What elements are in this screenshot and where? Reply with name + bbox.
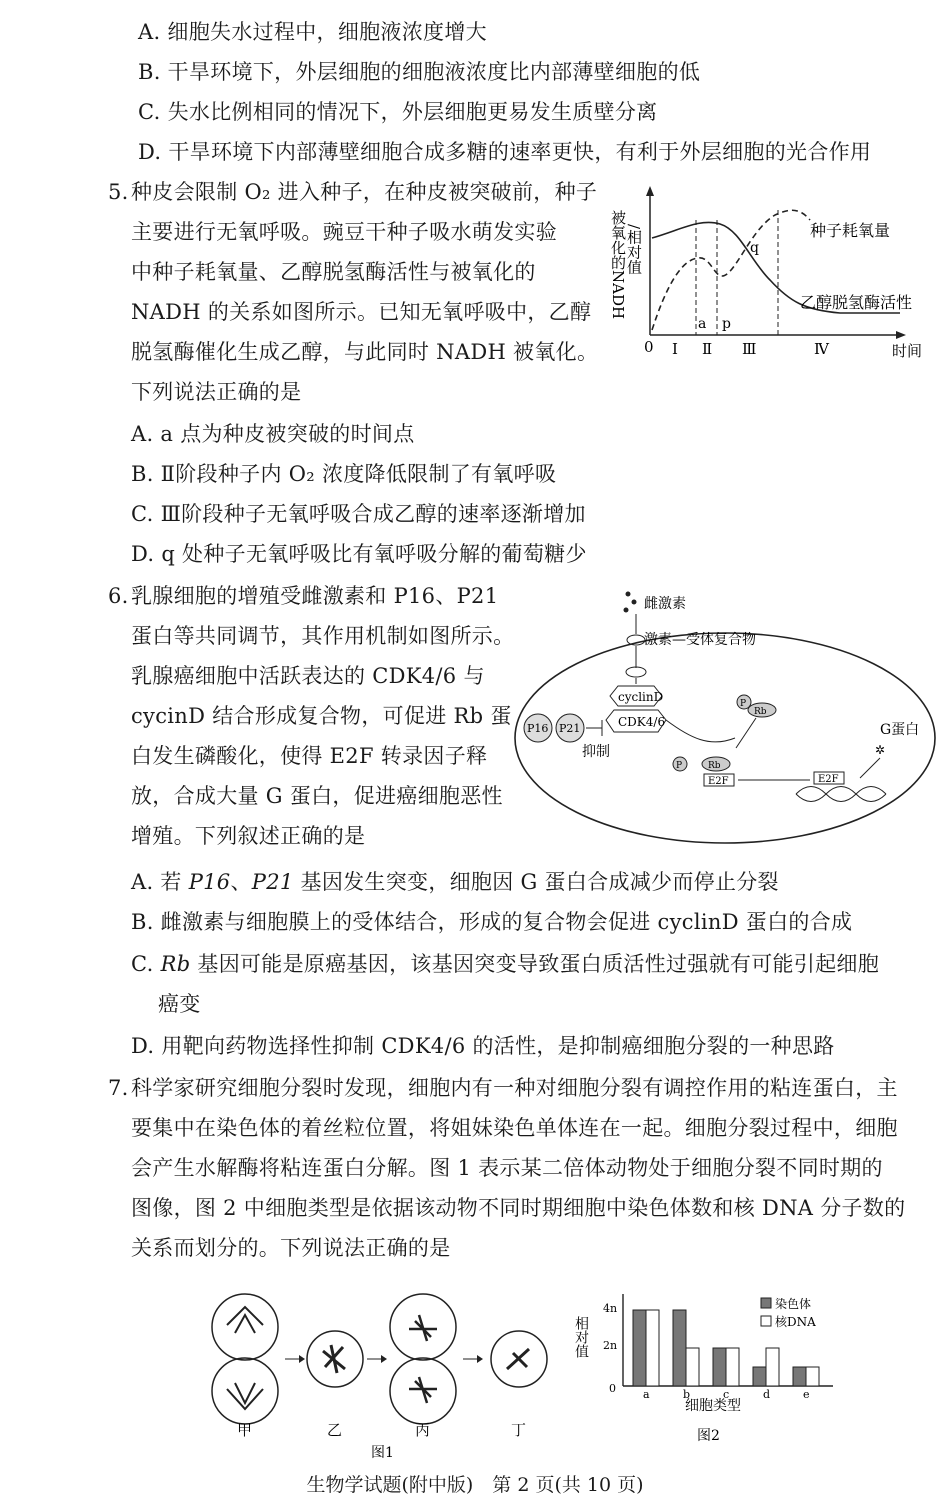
fig2-xlabel: 细胞类型 <box>685 1398 741 1414</box>
stage-2: Ⅱ <box>702 340 713 358</box>
bar-chromosome-a <box>633 1310 646 1386</box>
jia-chromosomes-bottom <box>227 1383 263 1409</box>
point-q-label: q <box>750 240 759 256</box>
series-label-oxygen: 种子耗氧量 <box>810 221 891 240</box>
fig2-category-c: c <box>723 1388 730 1401</box>
estrogen-dot <box>632 600 637 605</box>
q6-option-d: D. 用靶向药物选择性抑制 CDK4/6 的活性，是抑制癌细胞分裂的一种思路 <box>131 1034 835 1058</box>
legend-chromosome: 染色体 <box>775 1297 812 1311</box>
q6-option-a-rest: 基因发生突变，细胞因 G 蛋白合成减少而停止分裂 <box>293 870 779 894</box>
g-protein-label: G蛋白 <box>880 722 920 738</box>
fig2-ytick-2n: 2n <box>603 1339 618 1352</box>
origin-label: 0 <box>644 338 654 356</box>
x-axis-arrow <box>896 331 906 339</box>
arrow-1-head <box>299 1355 305 1363</box>
bar-dna-b <box>686 1348 699 1386</box>
q6-line-4: cycinD 结合形成复合物，可促进 Rb 蛋 <box>131 704 512 728</box>
y-axis-arrow <box>646 186 654 196</box>
estrogen-label: 雌激素 <box>644 596 686 612</box>
cyclin-label: cyclinD <box>618 690 664 704</box>
q7-line-1: 科学家研究细胞分裂时发现，细胞内有一种对细胞分裂有调控作用的粘连蛋白，主 <box>131 1076 898 1100</box>
p21-label: P21 <box>559 722 581 735</box>
q6-line-2: 蛋白等共同调节，其作用机制如图所示。 <box>131 624 515 648</box>
q5-chart <box>610 180 940 365</box>
q5-option-c: C. Ⅲ阶段种子无氧呼吸合成乙醇的速率逐渐增加 <box>131 502 586 526</box>
page-footer: 生物学试题(附中版) 第 2 页(共 10 页) <box>306 1474 644 1496</box>
q7-line-2: 要集中在染色体的着丝粒位置，将姐妹染色单体连在一起。细胞分裂过程中，细胞 <box>131 1116 898 1140</box>
fig2-category-b: b <box>683 1388 691 1401</box>
arrow-cdk-to-rb <box>666 720 735 742</box>
point-p-label: p <box>722 316 731 332</box>
q5-option-a: A. a 点为种皮被突破的时间点 <box>131 422 415 446</box>
fig2-ytick-0: 0 <box>609 1382 616 1395</box>
q6-line-7: 增殖。下列叙述正确的是 <box>131 824 366 848</box>
q5-line-5: 脱氢酶催化生成乙醇，与此同时 NADH 被氧化。 <box>131 340 599 364</box>
e2f-bound-label: E2F <box>708 776 729 787</box>
arrow-release <box>736 718 756 748</box>
q4-option-c: C. 失水比例相同的情况下，外层细胞更易发生质壁分离 <box>138 100 658 124</box>
legend-swatch-chromosome <box>761 1298 771 1308</box>
cell-jia-bottom <box>212 1358 278 1424</box>
arrow-2-head <box>381 1355 387 1363</box>
estrogen-dot <box>626 592 631 597</box>
q6-line-1: 乳腺细胞的增殖受雌激素和 P16、P21 <box>131 584 499 608</box>
bar-chromosome-c <box>713 1348 726 1386</box>
q6-option-a-sep: 、 <box>230 870 252 894</box>
fig2-ylabel: 相对值 <box>573 1316 589 1358</box>
y-label-2: /相对值 <box>625 224 643 275</box>
fig2-category-a: a <box>643 1388 650 1401</box>
q7-number: 7. <box>108 1076 129 1100</box>
arrow-to-g <box>860 758 880 778</box>
g-protein-star: ✲ <box>875 743 886 757</box>
y-label-1: 被氧化的NADH <box>609 210 627 320</box>
q6-option-a-prefix: A. 若 <box>131 870 189 894</box>
fig2-ytick-4n: 4n <box>603 1302 618 1315</box>
q5-line-3: 中种子耗氧量、乙醇脱氢酶活性与被氧化的 <box>131 260 536 284</box>
bar-dna-a <box>646 1310 659 1386</box>
q7-figure-2 <box>575 1288 845 1460</box>
fig1-label-yi: 乙 <box>327 1421 343 1439</box>
complex-shape <box>626 667 646 677</box>
q6-option-a-gene2: P21 <box>251 870 294 894</box>
q7-line-4: 图像，图 2 中细胞类型是依据该动物不同时期细胞中染色体数和核 DNA 分子数的 <box>131 1196 906 1220</box>
stage-4: Ⅳ <box>814 340 829 358</box>
q6-option-c-prefix: C. <box>131 952 161 976</box>
q6-option-c-rest: 基因可能是原癌基因，该基因突变导致蛋白质活性过强就有可能引起细胞 <box>190 952 880 976</box>
legend-dna: 核DNA <box>775 1315 816 1329</box>
q4-option-a: A. 细胞失水过程中，细胞液浓度增大 <box>138 20 487 44</box>
q5-number: 5. <box>108 180 129 204</box>
estrogen-dot <box>624 608 629 613</box>
ding-chromosomes <box>507 1349 529 1369</box>
complex-label: 激素—受体复合物 <box>644 632 756 648</box>
q6-option-a <box>131 868 779 896</box>
e2f-on-dna-label: E2F <box>818 774 839 785</box>
q6-line-6: 放，合成大量 G 蛋白，促进癌细胞恶性 <box>131 784 503 808</box>
q6-option-b: B. 雌激素与细胞膜上的受体结合，形成的复合物会促进 cyclinD 蛋白的合成 <box>131 910 853 934</box>
dna-strand-1 <box>796 787 886 802</box>
rb-free-label: Rb <box>754 707 767 717</box>
phosphate-top-label: P <box>740 699 747 709</box>
bar-dna-e <box>806 1367 819 1386</box>
cell-jia-top <box>212 1294 278 1360</box>
yi-chromosomes <box>323 1345 345 1373</box>
bing-chromosomes-top <box>409 1315 437 1341</box>
bar-chromosome-e <box>793 1367 806 1386</box>
rb-bound-label: Rb <box>708 761 721 771</box>
q5-line-4: NADH 的关系如图所示。已知无氧呼吸中，乙醇 <box>131 300 592 324</box>
fig2-caption: 图2 <box>697 1428 720 1444</box>
fig2-category-e: e <box>803 1388 810 1401</box>
arrow-3-head <box>477 1355 483 1363</box>
cdk-label: CDK4/6 <box>618 715 666 729</box>
stage-3: Ⅲ <box>742 340 757 358</box>
fig1-caption: 图1 <box>371 1445 394 1461</box>
q5-line-6: 下列说法正确的是 <box>131 380 302 404</box>
point-a-label: a <box>698 316 707 332</box>
q4-option-b: B. 干旱环境下，外层细胞的细胞液浓度比内部薄壁细胞的低 <box>138 60 701 84</box>
bar-dna-c <box>726 1348 739 1386</box>
fig2-category-d: d <box>763 1388 771 1401</box>
dna-strand-2 <box>796 787 886 802</box>
q5-line-2: 主要进行无氧呼吸。豌豆干种子吸水萌发实验 <box>131 220 557 244</box>
stage-1: Ⅰ <box>672 340 678 358</box>
x-label: 时间 <box>892 342 923 360</box>
q5-line-1: 种皮会限制 O₂ 进入种子，在种皮被突破前，种子 <box>131 180 598 204</box>
q6-option-a-gene1: P16 <box>188 870 231 894</box>
inhibit-label: 抑制 <box>582 744 610 760</box>
q7-figure-1 <box>205 1285 565 1460</box>
phosphate-bottom-label: P <box>676 761 683 771</box>
q6-option-c <box>131 950 879 978</box>
series-oxygen-consumption <box>652 210 810 330</box>
q6-line-3: 乳腺癌细胞中活跃表达的 CDK4/6 与 <box>131 664 485 688</box>
bar-dna-d <box>766 1348 779 1386</box>
fig1-label-bing: 丙 <box>415 1421 431 1439</box>
series-label-alcohol: 乙醇脱氢酶活性 <box>800 293 913 312</box>
q6-mechanism-diagram <box>510 588 940 848</box>
bar-chromosome-d <box>753 1367 766 1386</box>
q6-option-c-gene: Rb <box>160 952 191 976</box>
q5-option-b: B. Ⅱ阶段种子内 O₂ 浓度降低限制了有氧呼吸 <box>131 462 557 486</box>
q4-option-d: D. 干旱环境下内部薄壁细胞合成多糖的速率更快，有利于外层细胞的光合作用 <box>138 140 872 164</box>
jia-chromosomes-top <box>227 1307 263 1333</box>
q5-option-d: D. q 处种子无氧呼吸比有氧呼吸分解的葡萄糖少 <box>131 542 587 566</box>
q7-line-3: 会产生水解酶将粘连蛋白分解。图 1 表示某二倍体动物处于细胞分裂不同时期的 <box>131 1156 883 1180</box>
fig1-label-jia: 甲 <box>237 1421 253 1439</box>
q6-option-c-continued: 癌变 <box>158 992 201 1016</box>
q6-number: 6. <box>108 584 129 608</box>
p16-label: P16 <box>527 722 549 735</box>
bar-chromosome-b <box>673 1310 686 1386</box>
fig1-label-ding: 丁 <box>511 1421 527 1439</box>
bing-chromosomes-bottom <box>409 1377 437 1403</box>
q6-line-5: 白发生磷酸化，使得 E2F 转录因子释 <box>131 744 488 768</box>
legend-swatch-dna <box>761 1316 771 1326</box>
q7-line-5: 关系而划分的。下列说法正确的是 <box>131 1236 451 1260</box>
